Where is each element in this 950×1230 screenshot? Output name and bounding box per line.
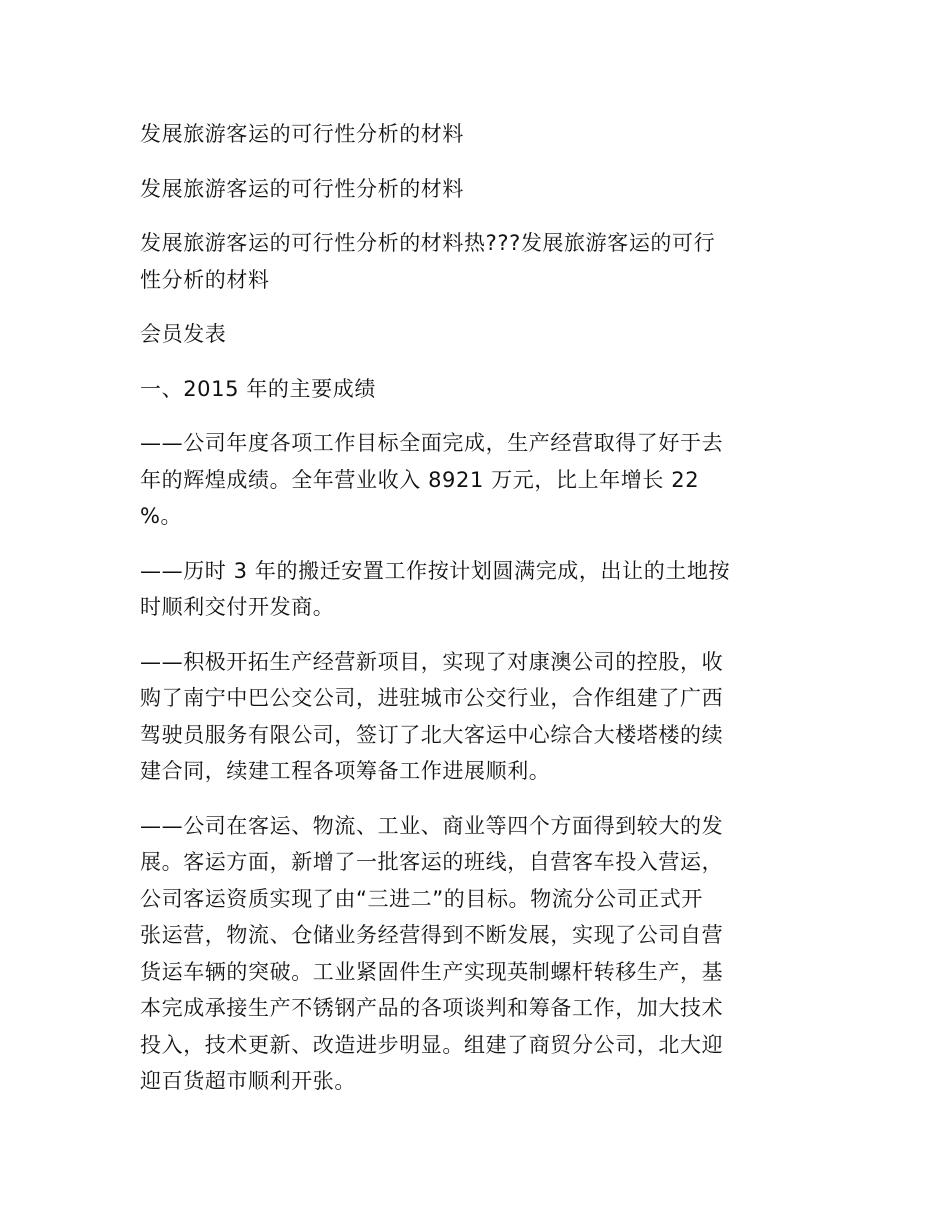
paragraph: ——历时 3 年的搬迁安置工作按计划圆满完成，出让的土地按 时顺利交付开发商。 bbox=[140, 558, 731, 619]
author-line: 会员发表 bbox=[140, 322, 227, 346]
paragraph: ——公司在客运、物流、工业、商业等四个方面得到较大的发 展。客运方面，新增了一批客运的班线，自营客车投入营运， 公司客运资质实现了由“三进二”的目标。物流分公司正式开 张运营，物流、仓储业务经营得到不断发展，实现了公司自营 货运车辆的突破。工业紧固件生产实现英制螺杆转移生产，基 本完成承接生产不锈钢产品的各项谈判和筹备工作，加大技术 投入，技术更新、改造进步明显。组建了商贸分公司，北大迎 迎百货超市顺利开张。 bbox=[140, 813, 724, 1093]
document-subtitle: 发展旅游客运的可行性分析的材料 bbox=[140, 176, 464, 201]
paragraph: ——积极开拓生产经营新项目，实现了对康澳公司的控股，收 购了南宁中巴公交公司，进驻城市公交行业，合作组建了广西 驾驶员服务有限公司，签订了北大客运中心综合大楼塔楼的续 建合同，续建工程各项筹备工作进展顺利。 bbox=[140, 649, 724, 783]
section-heading: 一、2015 年的主要成绩 bbox=[140, 376, 376, 401]
document-heading-line: 发展旅游客运的可行性分析的材料热???发展旅游客运的可行 性分析的材料 bbox=[140, 231, 716, 292]
document-title: 发展旅游客运的可行性分析的材料 bbox=[140, 122, 464, 146]
paragraph: ——公司年度各项工作目标全面完成，生产经营取得了好于去 年的辉煌成绩。全年营业收入 8921 万元，比上年增长 22 %。 bbox=[140, 431, 724, 528]
document-body bbox=[140, 116, 805, 1118]
